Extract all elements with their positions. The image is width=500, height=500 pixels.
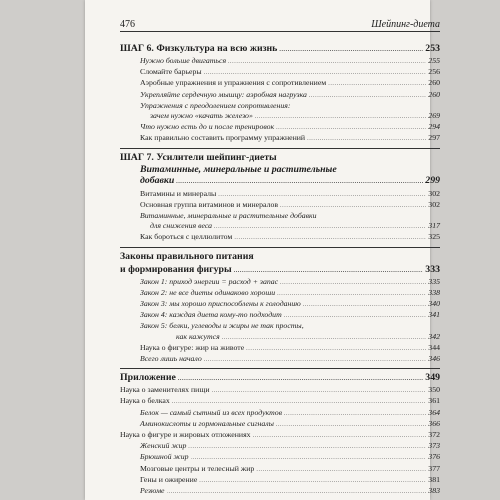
toc-entry-title: Витаминные, минеральные и растительные добавки	[140, 211, 317, 221]
dot-leader	[172, 397, 427, 407]
toc-entry-page: 376	[428, 452, 440, 462]
dot-leader	[303, 300, 426, 310]
dot-leader	[191, 453, 427, 463]
dot-leader	[212, 386, 427, 396]
toc-entry-title: Наука о белках	[120, 396, 170, 406]
toc-entry-page: 294	[428, 122, 440, 132]
toc-entry-page: 302	[428, 188, 440, 198]
toc-entry-title: Мозговые центры и телесный жир	[140, 463, 255, 473]
toc-entry-page: 350	[428, 385, 440, 395]
table-of-contents	[120, 42, 440, 497]
toc-entry-title: для снижения веса	[150, 221, 212, 231]
toc-entry	[120, 475, 440, 486]
toc-entry-page: 297	[428, 133, 440, 143]
dot-leader	[176, 177, 423, 189]
toc-entry-page: 341	[428, 310, 440, 320]
toc-entry	[120, 441, 440, 452]
toc-entry-page: 302	[428, 199, 440, 209]
dot-leader	[280, 201, 426, 211]
toc-entry-title: как кажутся	[176, 331, 220, 341]
toc-entry	[120, 277, 440, 288]
dot-leader	[188, 442, 426, 452]
toc-entry	[120, 310, 440, 321]
running-title: Шейпинг-диета	[371, 19, 440, 30]
toc-entry-title: Закон 2: не все диеты одинаково хороши	[140, 287, 276, 297]
toc-entry-title: Нужно больше двигаться	[140, 56, 227, 65]
toc-entry-title: Основная группа витаминов и минералов	[140, 199, 279, 209]
toc-entry-page: 383	[428, 486, 440, 496]
toc-entry-title: Наука о фигуре и жировых отложениях	[120, 430, 251, 440]
section-divider	[120, 148, 440, 149]
toc-entry	[120, 111, 440, 122]
section-divider	[120, 247, 440, 248]
toc-entry-title: добавки	[140, 175, 175, 187]
toc-entry-page: 333	[425, 263, 440, 275]
toc-entry	[120, 288, 440, 299]
toc-entry-page: 346	[428, 354, 440, 364]
toc-entry-title: Аэробные упражнения и упражнения с сопротивлением	[140, 78, 327, 88]
dot-leader	[309, 91, 426, 101]
toc-entry	[120, 221, 440, 232]
toc-entry-page: 269	[428, 111, 440, 121]
section-title	[120, 251, 440, 263]
toc-entry-title: Упражнения с преодолением сопротивления:	[140, 100, 291, 110]
dot-leader	[204, 68, 427, 78]
toc-entry-title: Всего лишь начало	[140, 354, 202, 364]
dot-leader	[234, 233, 426, 243]
toc-entry	[120, 452, 440, 463]
toc-entry-page: 338	[428, 287, 440, 297]
dot-leader	[234, 265, 424, 277]
toc-entry	[120, 332, 440, 343]
toc-entry-title: Белок — самый сытный из всех продуктов	[140, 407, 283, 417]
toc-entry-page: 373	[428, 441, 440, 451]
toc-entry	[120, 90, 440, 101]
dot-leader	[284, 311, 427, 321]
toc-entry	[120, 78, 440, 89]
dot-leader	[307, 134, 426, 144]
toc-entry-title: ШАГ 6. Физкультура на всю жизнь	[120, 43, 278, 54]
toc-entry	[120, 343, 440, 354]
section-title	[120, 43, 440, 56]
toc-entry-page: 335	[428, 276, 440, 286]
toc-entry-page: 299	[425, 175, 440, 187]
toc-entry-page: 364	[428, 407, 440, 417]
dot-leader	[246, 344, 426, 354]
dot-leader	[178, 373, 423, 385]
toc-entry-title: Законы правильного питания	[120, 250, 254, 262]
dot-leader	[277, 289, 426, 299]
toc-entry-title: зачем нужно «качать железо»	[150, 111, 253, 121]
dot-leader	[276, 420, 426, 430]
toc-entry-page: 344	[428, 342, 440, 352]
toc-entry-title: Аминокислоты и гормональные сигналы	[140, 418, 274, 428]
toc-entry-title: и формирования фигуры	[120, 263, 232, 275]
dot-leader	[214, 222, 426, 232]
toc-entry-page: 381	[428, 474, 440, 484]
toc-entry-title: Как бороться с целлюлитом	[140, 232, 233, 242]
toc-entry-page: 253	[425, 43, 440, 54]
toc-entry	[120, 385, 440, 396]
dot-leader	[167, 487, 427, 497]
toc-entry-title: Наука о фигуре: жир на животе	[140, 342, 245, 352]
toc-entry-title: Приложение	[120, 372, 176, 384]
dot-leader	[328, 79, 426, 89]
page-header	[120, 17, 440, 32]
toc-entry-page: 349	[425, 372, 440, 384]
toc-entry-page: 260	[428, 89, 440, 99]
section-title	[120, 152, 440, 164]
toc-entry-page: 361	[428, 396, 440, 406]
dot-leader	[228, 57, 426, 67]
toc-entry-title: Резюме	[140, 486, 165, 496]
dot-leader	[199, 476, 426, 486]
toc-entry-page: 372	[428, 430, 440, 440]
book-page	[85, 0, 440, 500]
toc-entry	[120, 299, 440, 310]
toc-entry-title: Гены и ожирение	[140, 474, 198, 484]
toc-entry-page: 377	[428, 463, 440, 473]
dot-leader	[256, 465, 426, 475]
toc-entry-title: ШАГ 7. Усилители шейпинг-диеты	[120, 151, 277, 163]
toc-entry-page: 366	[428, 418, 440, 428]
toc-entry-title: Наука о заменителях пищи	[120, 385, 210, 395]
toc-entry-title: Витамины и минералы	[140, 188, 217, 198]
toc-entry	[120, 211, 440, 221]
toc-entry	[120, 67, 440, 78]
toc-entry	[120, 486, 440, 497]
toc-entry	[120, 321, 440, 331]
dot-leader	[276, 123, 426, 133]
toc-entry	[120, 189, 440, 200]
toc-entry-page: 340	[428, 299, 440, 309]
dot-leader	[218, 190, 426, 200]
toc-entry-title: Закон 4: каждая диета кому-то подходит	[140, 310, 282, 320]
toc-entry-page: 317	[428, 221, 440, 231]
dot-leader	[284, 409, 426, 419]
toc-entry-title: Сломайте барьеры	[140, 67, 202, 77]
toc-entry-title: Закон 5: белки, углеводы и жиры не так просты,	[140, 321, 304, 331]
section-title	[120, 372, 440, 385]
toc-entry-page: 256	[428, 67, 440, 77]
toc-entry-page: 342	[428, 331, 440, 341]
toc-entry-page: 260	[428, 78, 440, 88]
dot-leader	[255, 112, 426, 122]
toc-entry-title: Брюшной жир	[140, 452, 189, 462]
toc-entry-page: 325	[428, 232, 440, 242]
toc-entry	[120, 430, 440, 441]
toc-entry	[120, 232, 440, 243]
toc-entry	[120, 200, 440, 211]
toc-entry-title: Женский жир	[140, 441, 187, 451]
toc-entry	[120, 408, 440, 419]
toc-entry-page: 255	[428, 56, 440, 65]
toc-entry	[120, 133, 440, 144]
dot-leader	[279, 44, 423, 56]
toc-entry-title: Закон 1: приход энергии = расход + запас	[140, 276, 279, 286]
section-title-continued	[120, 264, 440, 277]
toc-entry	[120, 56, 440, 67]
toc-entry	[120, 122, 440, 133]
toc-entry-title: Витаминные, минеральные и растительные	[140, 163, 337, 175]
toc-entry	[120, 354, 440, 365]
section-subtitle	[120, 175, 440, 189]
section-subtitle	[120, 164, 440, 176]
dot-leader	[222, 333, 427, 343]
toc-entry	[120, 419, 440, 430]
toc-entry	[120, 101, 440, 111]
toc-entry-title: Закон 3: мы хорошо приспособлены к голоданию	[140, 299, 301, 309]
toc-entry	[120, 396, 440, 407]
section-divider	[120, 368, 440, 369]
toc-entry-title: Что нужно есть до и после тренировок	[140, 122, 275, 132]
toc-entry	[120, 464, 440, 475]
page-number: 476	[120, 19, 135, 30]
dot-leader	[253, 431, 427, 441]
toc-entry-title: Как правильно составить программу упражнений	[140, 133, 306, 143]
dot-leader	[280, 278, 426, 288]
toc-entry-title: Укрепляйте сердечную мышцу: аэробная нагрузка	[140, 89, 307, 99]
dot-leader	[204, 355, 426, 365]
